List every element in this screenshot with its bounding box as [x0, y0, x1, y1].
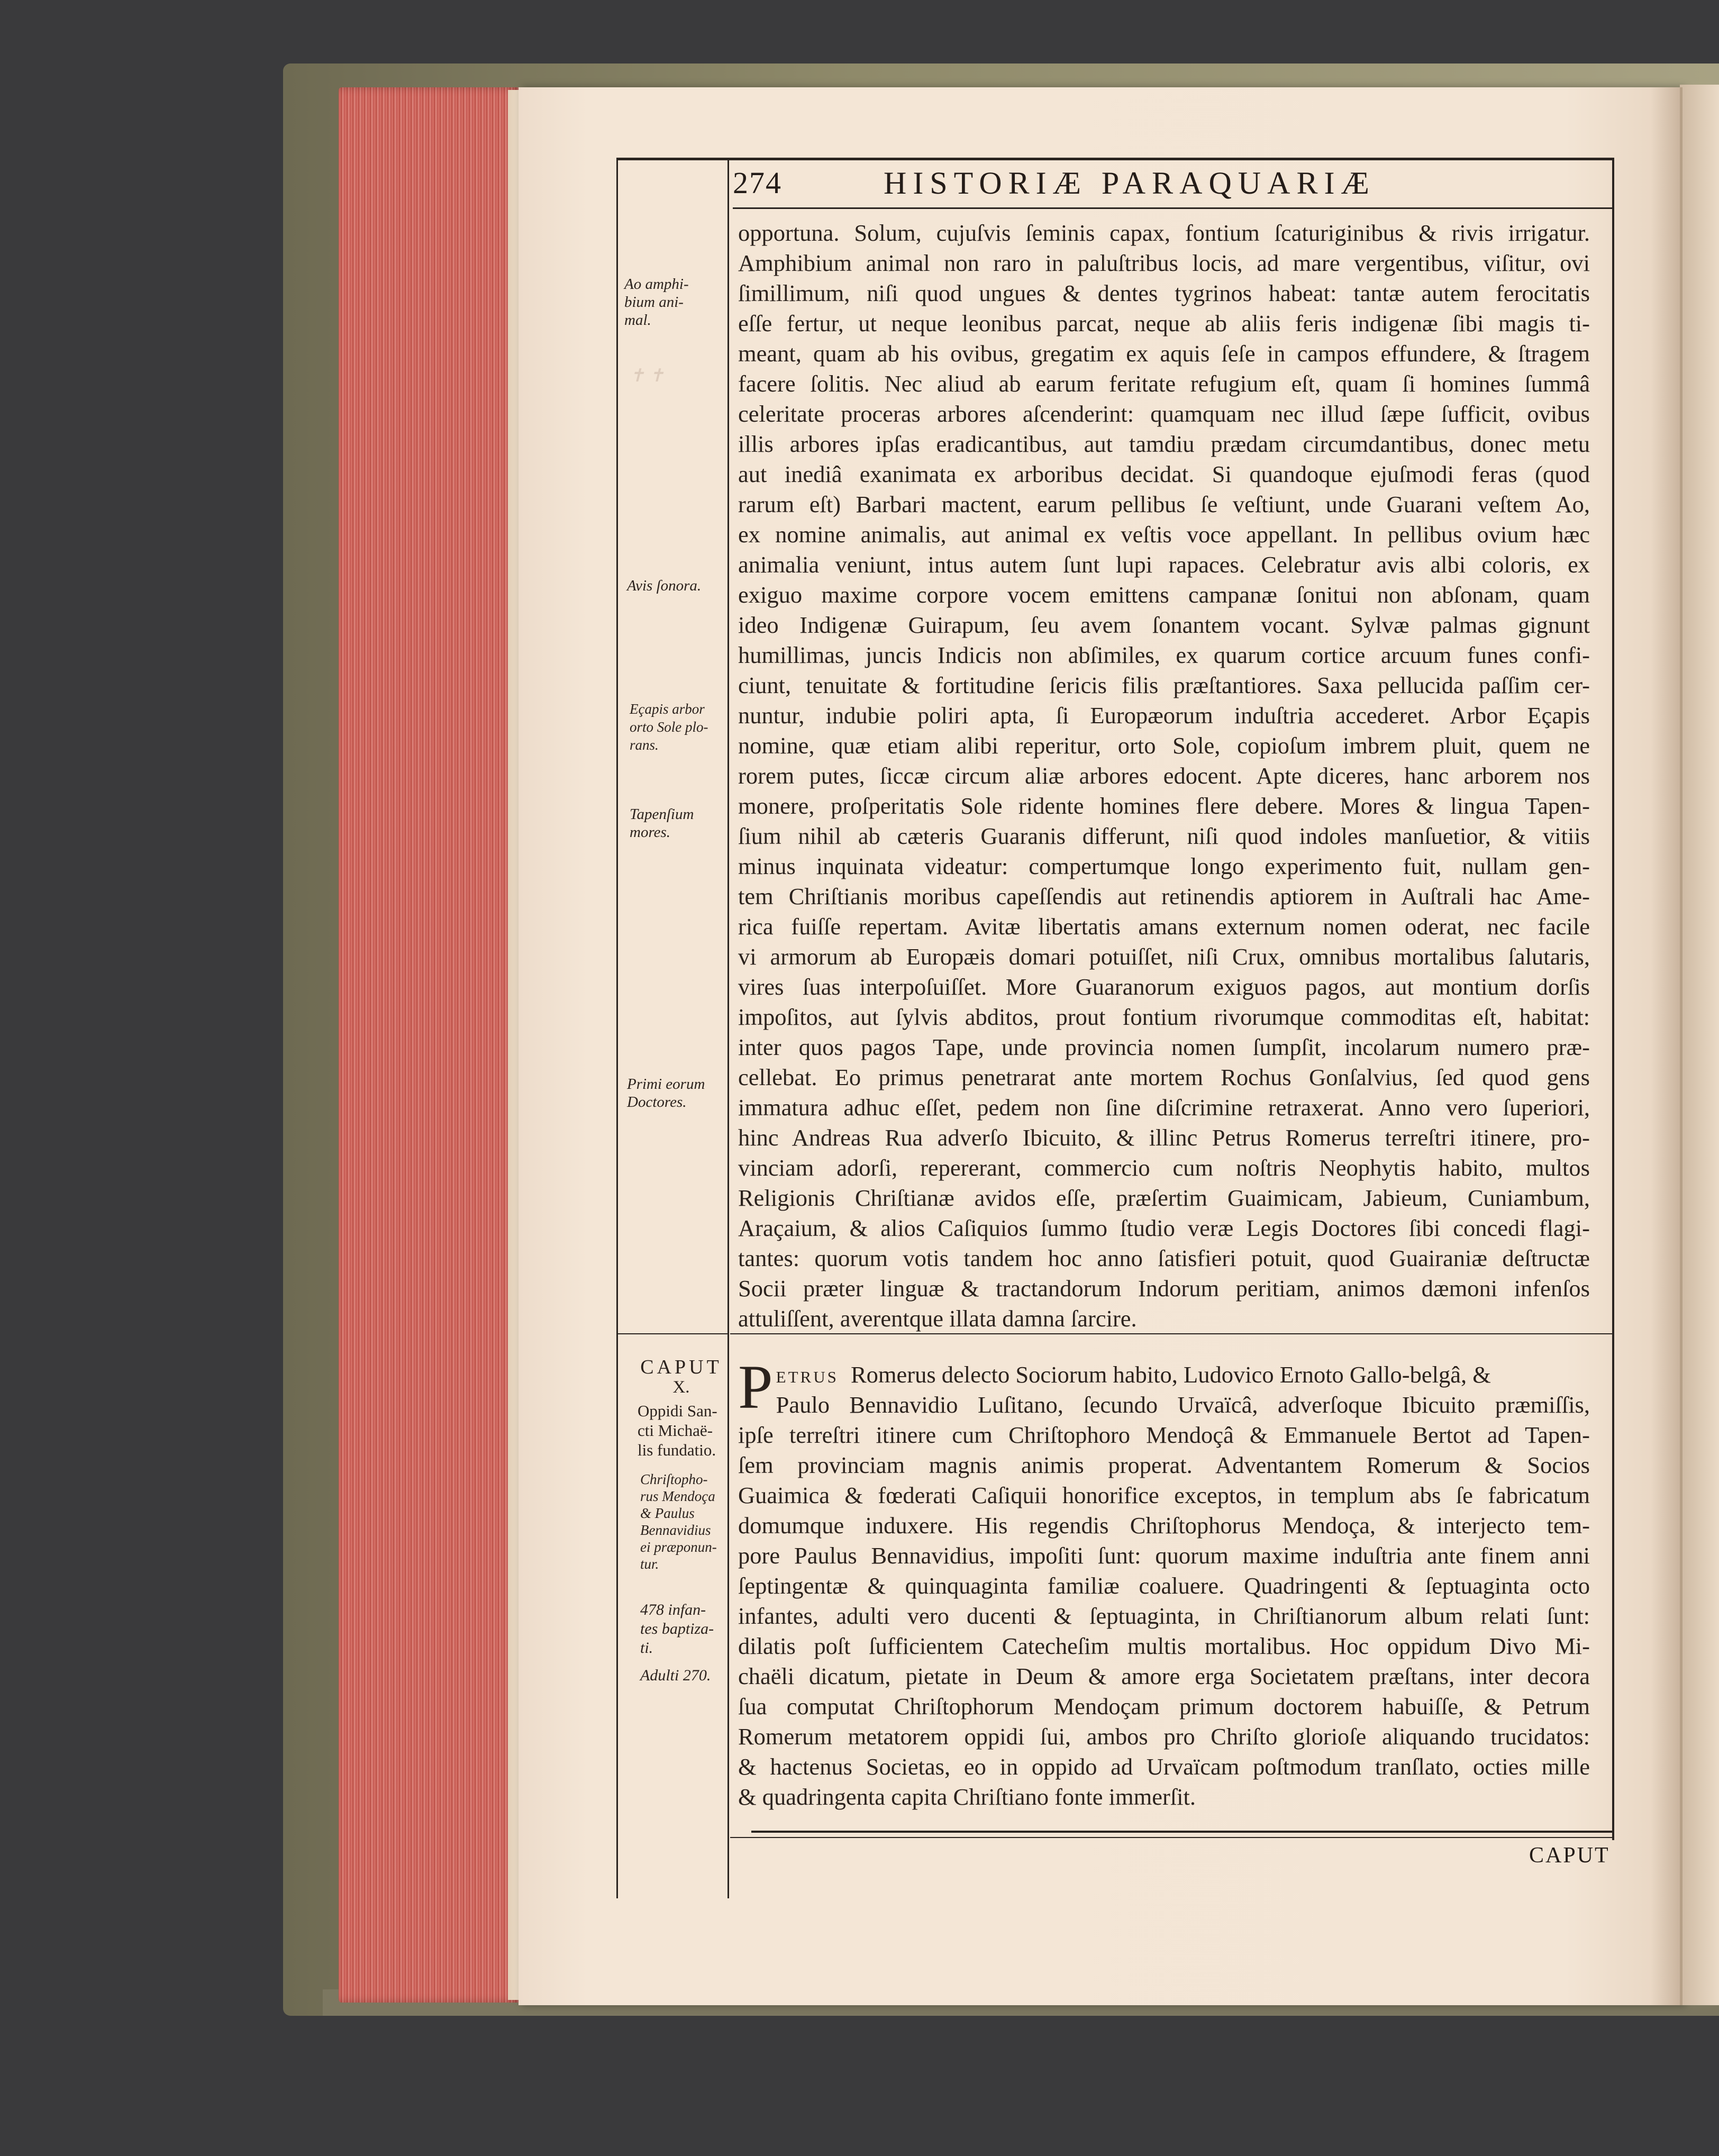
body-line: ex nomine animalis, aut animal ex veſtis voce appellant. In pellibus ovium hæc: [738, 521, 1590, 548]
running-head: HISTORIÆ PARAQUARIÆ: [884, 166, 1376, 201]
caput-line: & quadringenta capita Chriſtiano fonte immerſit.: [738, 1784, 1196, 1810]
margin-note-line: mal.: [624, 312, 651, 329]
caput-number: X.: [672, 1378, 690, 1397]
body-line: aut inediâ exanimata ex arboribus decidat. Si quandoque ejuſmodi feras (quod: [738, 461, 1590, 487]
caput-line: chaëli dicatum, pietate in Deum & amore erga Societatem præſtans, inter decora: [738, 1663, 1590, 1689]
caput-line: dilatis poſt ſufficientem Catecheſim multis mortalibus. Hoc oppidum Divo Mi-: [738, 1633, 1590, 1659]
caput-line: Paulo Bennavidio Luſitano, ſecundo Urvaïcâ, adverſoque Ibicuito præmiſſis,: [776, 1391, 1590, 1418]
caput-first-word: etrus: [776, 1361, 839, 1388]
caput-line: infantes, adulti vero ducenti & ſeptuaginta, in Chriſtianorum album relati ſunt:: [738, 1603, 1590, 1629]
body-line: impoſitos, aut ſylvis abditos, prout fontium rivorumque commoditas eſt, habitat:: [738, 1004, 1590, 1030]
body-line: humillimas, juncis Indicis non abſimiles, ex quarum cortice arcuum funes confi-: [738, 642, 1590, 668]
body-line: ciunt, tenuitate & fortitudine ſericis filis præſtantiores. Saxa pellucida paſſim cer-: [738, 672, 1590, 698]
margin-caput-summary: [638, 1401, 725, 1460]
body-line: animalia veniunt, intus autem ſunt lupi rapaces. Celebratur avis albi coloris, ex: [738, 551, 1590, 578]
margin-note-line: ei præponun-: [640, 1539, 717, 1555]
body-line: nuntur, indubie poliri apta, ſi Europæorum induſtria accederet. Arbor Eçapis: [738, 702, 1590, 729]
body-line: vi armorum ab Europæis domari potuiſſet, niſi Crux, omnibus mortalibus ſalutaris,: [738, 943, 1590, 970]
caput-line: ipſe terreſtri itinere cum Chriſtophoro Mendoçâ & Emmanuele Bertot ad Tapen-: [738, 1422, 1590, 1448]
margin-note-line: Bennavidius: [640, 1522, 711, 1538]
footer-rule: [751, 1831, 1614, 1833]
body-line: rarum eſt) Barbari mactent, earum pellibus ſe veſtiunt, unde Guarani veſtem Ao,: [738, 491, 1590, 517]
body-line: vires ſuas interpoſuiſſet. More Guaranorum exiguos pagos, aut montium dorſis: [738, 974, 1590, 1000]
footer-rule-thin: [730, 1837, 1614, 1838]
body-line: illis arbores ipſas eradicantibus, aut tamdiu prædam circumdantibus, donec metu: [738, 431, 1590, 457]
body-line: immatura adhuc eſſet, pedem non ſine diſcrimine retraxerat. Anno vero ſuperiori,: [738, 1094, 1590, 1121]
body-line: minus inquinata videatur: compertumque longo experimento fuit, nullam gen-: [738, 853, 1590, 879]
caput-summary-line: lis fundatio.: [638, 1441, 716, 1459]
margin-note-line: Eçapis arbor: [630, 701, 705, 717]
body-line: opportuna. Solum, cujuſvis ſeminis capax, fontium ſcaturiginibus & rivis irrigatur.: [738, 220, 1590, 246]
caput-line: Romerum metatorem oppidi ſui, ambos pro Chriſto glorioſe aliquando trucidatos:: [738, 1723, 1590, 1750]
body-line: tantes: quorum votis tandem hoc anno ſatisfieri potuit, quod Guairaniæ deſtructæ: [738, 1245, 1590, 1271]
body-line: attuliſſent, averentque illata damna ſarcire.: [738, 1305, 1137, 1332]
body-text: [738, 218, 1590, 1334]
facing-page-edge: [1680, 85, 1719, 2005]
body-line: ideo Indigenæ Guirapum, ſeu avem ſonantem vocant. Sylvæ palmas gignunt: [738, 612, 1590, 638]
body-line: ſium nihil ab cæteris Guaranis differunt, niſi quod indoles manſuetior, & vitiis: [738, 823, 1590, 849]
gutter-shadow: [1651, 87, 1682, 2005]
caput-text: [738, 1352, 1590, 1812]
margin-note-ao: [624, 275, 722, 329]
margin-divider-rule: [618, 1333, 727, 1334]
margin-note-line: rans.: [630, 737, 659, 753]
caput-x-paragraph: [738, 1352, 1590, 1812]
caput-label: CAPUT: [640, 1356, 722, 1378]
margin-note-christophorus: [640, 1471, 727, 1572]
caput-line: ſeptingentæ & quinquaginta familiæ coaluere. Quadringenti & ſeptuaginta octo: [738, 1572, 1590, 1599]
body-line: eſſe fertur, ut neque leonibus parcat, neque ab aliis feris indigenæ ſibi magis ti-: [738, 310, 1590, 336]
body-line: ſimillimum, niſi quod ungues & dentes tygrinos habeat: tantæ autem ferocitatis: [738, 280, 1590, 306]
margin-note-line: Primi eorum: [627, 1076, 705, 1093]
caput-summary-line: Oppidi San-: [638, 1402, 717, 1420]
margin-column-right-rule: [727, 158, 729, 1898]
drop-cap: P: [738, 1352, 773, 1422]
body-line: cellebat. Eo primus penetrarat ante mortem Rochus Gonſalvius, ſed quod gens: [738, 1064, 1590, 1090]
body-line: rorem putes, ſiccæ circum aliæ arbores edocent. Apte diceres, hanc arborem nos: [738, 762, 1590, 789]
margin-note-line: Avis ſonora.: [627, 577, 702, 594]
margin-note-line: & Paulus: [640, 1505, 695, 1521]
body-line: meant, quam ab his ovibus, gregatim ex aquis ſeſe in campos effundere, & ſtragem: [738, 340, 1590, 367]
margin-note-line: ti.: [640, 1639, 653, 1657]
body-line: rica fuiſſe repertam. Avitæ libertatis amans externum nomen oderat, nec facile: [738, 913, 1590, 940]
margin-note-adulti: [640, 1667, 727, 1685]
body-line: Araçaium, & alios Caſiquios ſummo ſtudio veræ Legis Doctores ſibi concedi flagi-: [738, 1215, 1590, 1241]
margin-note-line: Tapenſium: [630, 806, 694, 823]
body-line: inter quos pagos Tape, unde provincia nomen ſumpſit, incolarum numero præ-: [738, 1034, 1590, 1060]
body-line: tem Chriſtianis moribus capeſſendis aut retinendis aptiorem in Auſtrali hac Ame-: [738, 883, 1590, 909]
margin-note-line: rus Mendoça: [640, 1488, 715, 1504]
margin-note-line: tes baptiza-: [640, 1620, 714, 1638]
caput-line: pore Paulus Bennavidius, impoſiti ſunt: quorum maxime induſtria ante finem anni: [738, 1542, 1590, 1569]
margin-note-tapensium: [630, 805, 727, 841]
margin-note-line: 478 infan-: [640, 1601, 706, 1618]
catchword: CAPUT: [1529, 1843, 1610, 1868]
show-through-text: ✝ ✝: [630, 366, 665, 386]
caput-line: Guaimica & fœderati Caſiquii honorifice exceptos, in templum abs ſe fabricatum: [738, 1482, 1590, 1508]
margin-note-line: bium ani-: [624, 294, 684, 311]
margin-note-line: Chriſtopho-: [640, 1471, 708, 1487]
margin-note-line: Doctores.: [627, 1094, 687, 1111]
margin-note-line: orto Sole plo-: [630, 719, 708, 735]
caput-line: & hactenus Societas, eo in oppido ad Urvaïcam poſtmodum tranſlato, octies mille: [738, 1753, 1590, 1780]
body-line: monere, proſperitatis Sole ridente homines flere debere. Mores & lingua Tapen-: [738, 793, 1590, 819]
body-line: nomine, quæ etiam alibi reperitur, orto Sole, copioſum imbrem pluit, quem ne: [738, 732, 1590, 759]
caput-line: Romerus delecto Sociorum habito, Ludovico Ernoto Gallo-belgâ, &: [850, 1361, 1491, 1388]
body-line: exiguo maxime corpore vocem emittens campanæ ſonitui non abſonam, quam: [738, 581, 1590, 608]
red-page-edges: [339, 87, 519, 2003]
margin-note-line: mores.: [630, 824, 671, 841]
body-line: celeritate proceras arbores aſcenderint: quamquam nec illud ſæpe ſufficit, ovibus: [738, 401, 1590, 427]
caput-line: domumque induxere. His regendis Chriſtophorus Mendoça, & interjecto tem-: [738, 1512, 1590, 1539]
body-line: Socii præter linguæ & tractandorum Indorum peritiam, animos dæmoni infenſos: [738, 1275, 1590, 1302]
header-rule-under: [733, 207, 1614, 209]
body-line: vinciam adorſi, repererant, commercio cum noſtris Neophytis habito, multos: [738, 1154, 1590, 1181]
text-right-rule: [1612, 158, 1614, 1840]
caput-line: ſem provinciam magnis animis properat. Adventantem Romerum & Socios: [738, 1452, 1590, 1478]
page-number: 274: [733, 166, 782, 200]
caput-summary-line: cti Michaë-: [638, 1421, 713, 1440]
margin-note-line: Ao amphi-: [624, 276, 689, 293]
body-line: Amphibium animal non raro in paluſtribus locis, ad mare vergentibus, viſitur, ovi: [738, 250, 1590, 276]
margin-note-infantes: [640, 1600, 727, 1658]
header-rule: [616, 158, 1614, 160]
body-line: facere ſolitis. Nec aliud ab earum feritate refugium eſt, quam ſi homines ſummâ: [738, 370, 1590, 397]
margin-note-avis: [627, 577, 725, 595]
body-line: Religionis Chriſtianæ avidos eſſe, præſertim Guaimicam, Jabieum, Cuniambum,: [738, 1185, 1590, 1211]
caput-line: ſua computat Chriſtophorum Mendoçam primum doctorem habuiſſe, & Petrum: [738, 1693, 1590, 1720]
margin-note-line: Adulti 270.: [640, 1667, 711, 1684]
margin-note-primi: [627, 1075, 725, 1111]
margin-note-ecapis: [630, 700, 727, 754]
body-line: hinc Andreas Rua adverſo Ibicuito, & illinc Petrus Romerus terreſtri itinere, pro-: [738, 1124, 1590, 1151]
margin-note-line: tur.: [640, 1556, 659, 1572]
margin-column-left-rule: [616, 158, 618, 1898]
margin-caput-heading: [638, 1357, 725, 1397]
